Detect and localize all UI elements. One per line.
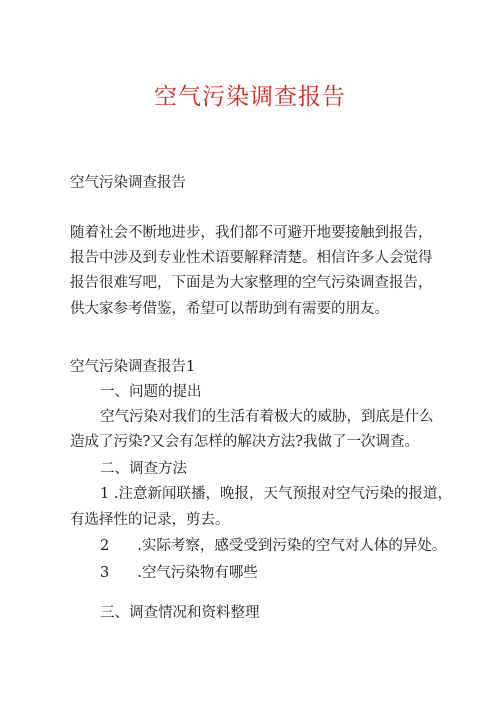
method-item-2-number: 2 xyxy=(100,538,110,554)
method-item-3-number: 3 xyxy=(100,565,110,581)
method-item-1-text: .注意新闻联播，晚报，天气预报对空气污染的报道， xyxy=(113,486,452,502)
document-subtitle: 空气污染调查报告 xyxy=(70,175,186,191)
section1-text-line-1: 空气污染对我们的生活有着极大的威胁，到底是什么 xyxy=(100,409,434,425)
section3-heading: 三、调查情况和资料整理 xyxy=(100,605,260,621)
intro-line-1: 随着社会不断地进步，我们都不可避开地要接触到报告， xyxy=(70,225,433,241)
section2-heading: 二、调查方法 xyxy=(100,461,187,477)
intro-line-4: 供大家参考借鉴，希望可以帮助到有需要的朋友。 xyxy=(70,301,389,317)
report-heading: 空气污染调查报告1 xyxy=(70,359,196,375)
method-item-1-continued: 有选择性的记录，剪去。 xyxy=(70,512,230,528)
intro-line-2: 报告中涉及到专业性术语要解释清楚。相信许多人会觉得 xyxy=(70,250,433,266)
method-item-2-text: .实际考察，感受受到污染的空气对人体的异处。 xyxy=(137,538,447,554)
method-item-2 xyxy=(100,536,446,556)
method-item-1-number: 1 xyxy=(100,486,110,502)
method-item-3 xyxy=(100,563,258,583)
section1-heading: 一、问题的提出 xyxy=(100,384,202,400)
document-title: 空气污染调查报告 xyxy=(154,84,346,110)
intro-line-3: 报告很难写吧，下面是为大家整理的空气污染调查报告， xyxy=(70,275,433,291)
section1-text-line-2: 造成了污染?又会有怎样的解决方法?我做了一次调查。 xyxy=(70,434,420,450)
method-item-1 xyxy=(100,484,452,504)
method-item-3-text: .空气污染物有哪些 xyxy=(137,565,258,581)
